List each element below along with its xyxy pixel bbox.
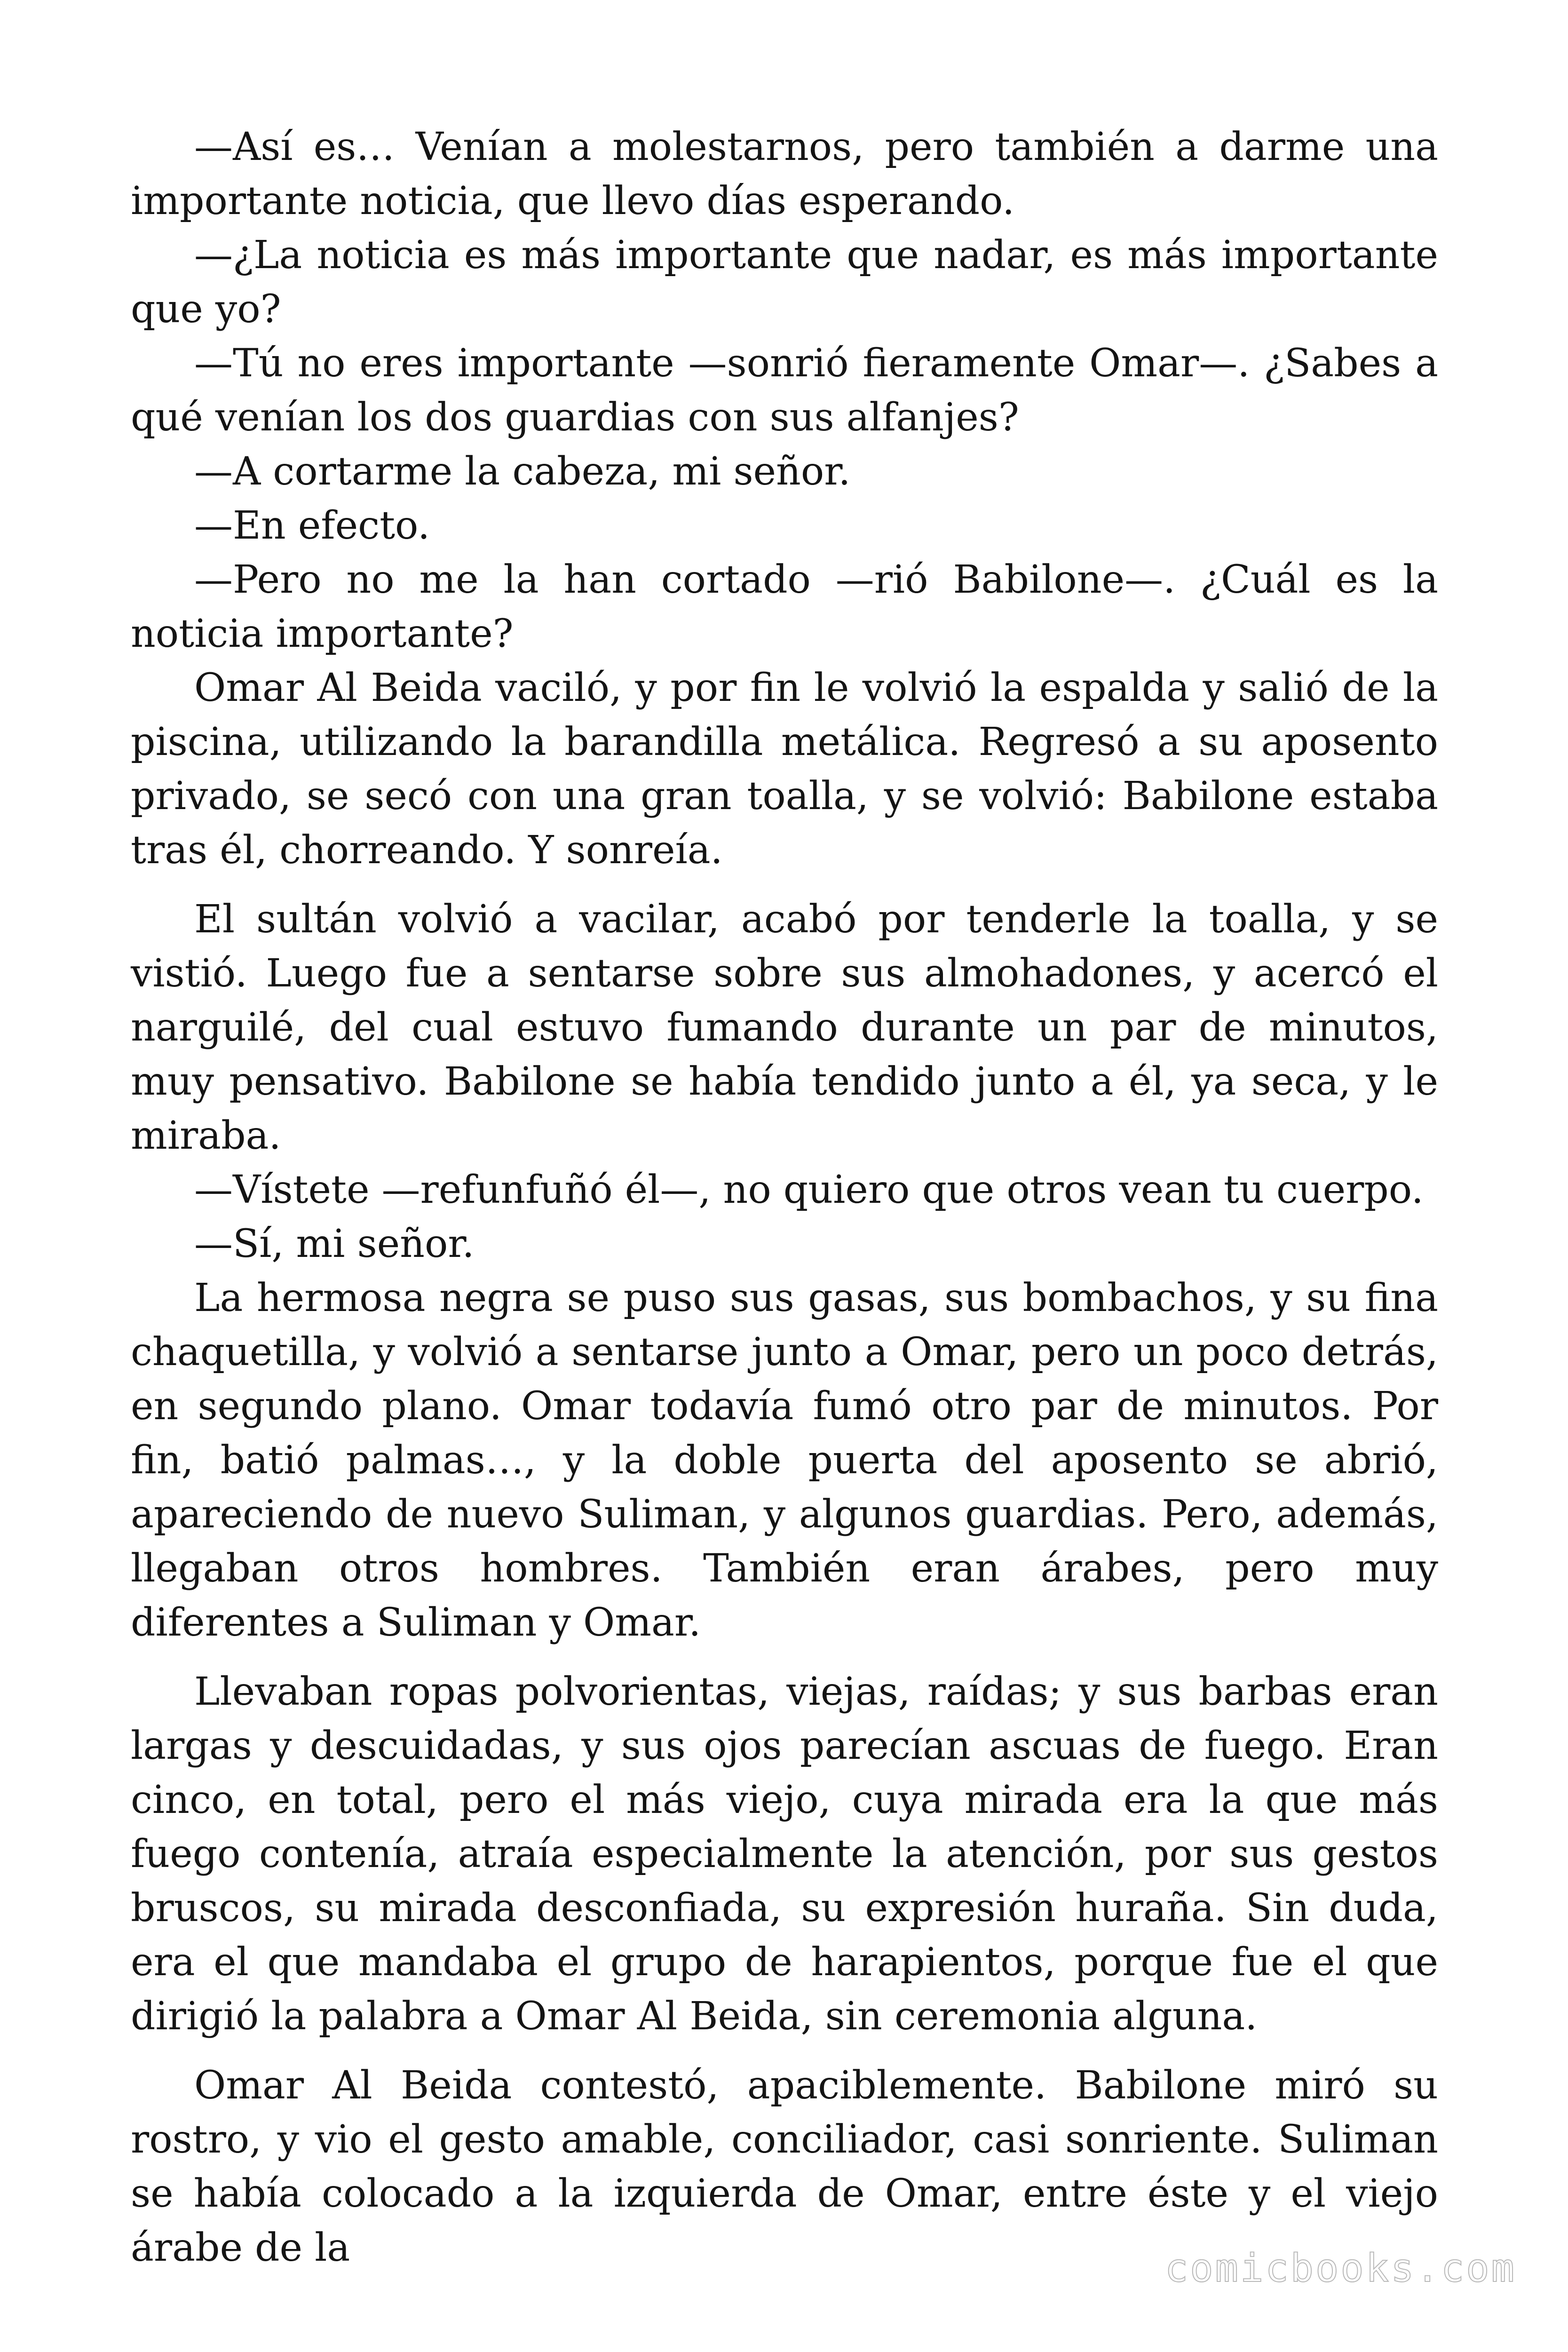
paragraph: —Vístete —refunfuñó él—, no quiero que otros vean tu cuerpo.	[194, 1168, 1424, 1212]
paragraph: Omar Al Beida vaciló, y por fin le volvió la espalda y salió de la piscina, utilizando la barandilla metálica. Regresó a su aposento privado, se secó con una gran toalla, y se volvió: Babilone estaba tras él, chorreando. Y sonreía.	[131, 666, 1438, 873]
paragraph: —En efecto.	[194, 503, 430, 548]
page-body	[131, 120, 1438, 2275]
paragraph: —¿La noticia es más importante que nadar, es más importante que yo?	[131, 233, 1438, 332]
paragraph: —A cortarme la cabeza, mi señor.	[194, 449, 851, 494]
paragraph: El sultán volvió a vacilar, acabó por tenderle la toalla, y se vistió. Luego fue a sentarse sobre sus almohadones, y acercó el narguilé, del cual estuvo fumando durante un par de minutos, muy pensativo. Babilone se había tendido junto a él, ya seca, y le miraba.	[131, 897, 1438, 1158]
paragraph: —Tú no eres importante —sonrió fieramente Omar—. ¿Sabes a qué venían los dos guardias con sus alfanjes?	[131, 341, 1438, 440]
paragraph: —Así es… Venían a molestarnos, pero también a darme una importante noticia, que llevo días esperando.	[131, 125, 1438, 223]
paragraph: Omar Al Beida contestó, apaciblemente. Babilone miró su rostro, y vio el gesto amable, conciliador, casi sonriente. Suliman se había colocado a la izquierda de Omar, entre éste y el viejo árabe de la	[131, 2063, 1438, 2270]
paragraph: —Pero no me la han cortado —rió Babilone—. ¿Cuál es la noticia importante?	[131, 557, 1438, 656]
watermark: comicbooks.com	[1164, 2246, 1516, 2291]
paragraph: —Sí, mi señor.	[194, 1222, 475, 1266]
paragraph: La hermosa negra se puso sus gasas, sus bombachos, y su fina chaquetilla, y volvió a sentarse junto a Omar, pero un poco detrás, en segundo plano. Omar todavía fumó otro par de minutos. Por fin, batió palmas…, y la doble puerta del aposento se abrió, apareciendo de nuevo Suliman, y algunos guardias. Pero, además, llegaban otros hombres. También eran árabes, pero muy diferentes a Suliman y Omar.	[131, 1276, 1438, 1645]
paragraph: Llevaban ropas polvorientas, viejas, raídas; y sus barbas eran largas y descuidadas, y sus ojos parecían ascuas de fuego. Eran cinco, en total, pero el más viejo, cuya mirada era la que más fuego contenía, atraía especialmente la atención, por sus gestos bruscos, su mirada desconfiada, su expresión huraña. Sin duda, era el que mandaba el grupo de harapientos, porque fue el que dirigió la palabra a Omar Al Beida, sin ceremonia alguna.	[131, 1669, 1438, 2039]
